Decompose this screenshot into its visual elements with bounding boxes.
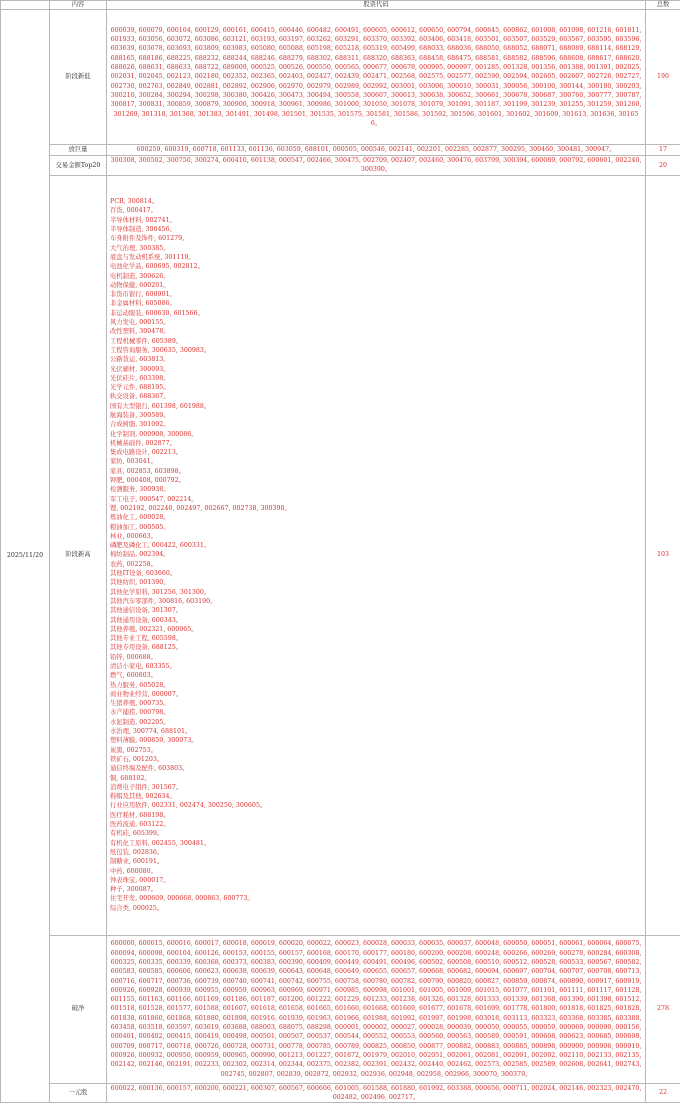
industry-line: 铅锌, 000688。 xyxy=(110,653,642,662)
total-one-yuan: 22 xyxy=(646,1083,680,1103)
category-top20-amount: 交易金额Top20 xyxy=(50,156,107,176)
industry-line: 医药流通, 603122。 xyxy=(110,820,642,829)
table-row xyxy=(1,145,680,156)
industry-line: 合成树脂, 301092。 xyxy=(110,420,642,429)
header-content: 内容 xyxy=(50,1,107,10)
industry-line: 半导体制造, 300456。 xyxy=(110,225,642,234)
industry-line: 燃气, 600803。 xyxy=(110,671,642,680)
table-row xyxy=(1,175,680,935)
industry-line: 有机化工原料, 002455, 300481。 xyxy=(110,839,642,848)
industry-line: 行业应用软件, 002331, 002474, 300250, 300605。 xyxy=(110,801,642,810)
total-new-low: 190 xyxy=(646,10,680,145)
category-one-yuan: 一元股 xyxy=(50,1083,107,1103)
industry-line: 林业, 000663。 xyxy=(110,532,642,541)
industry-line: 风力发电, 000155。 xyxy=(110,318,642,327)
industry-line: 住宅开发, 000609, 000668, 000863, 600773。 xyxy=(110,894,642,903)
codes-below-book: 600000, 600015, 600016, 600017, 600018, 600019, 600020, 600022, 600023, 600028, 600033, 600035, 600037, 600048, 600050, 600051, 600061, 600064, 600075, 600094, 600098, 600104, 600126, 600153, 600155, 600157, 600168, 600170, 600177, 600180, 600200, 600208, 600248, 600266, 600269, 600278, 600284, 600308, 600325, 600335, 600339, 600368, 600373, 600383, 600390, 600409, 600449, 600491, 600496, 600502, 600508, 600510, 600512, 600528, 600533, 600567, 600582, 600583, 600585, 600606, 600623, 600638, 600639, 600643, 600648, 600649, 600655, 600657, 600668, 600682, 600694, 600697, 600704, 600707, 600708, 600713, 600716, 600717, 600736, 600739, 600740, 600741, 600742, 600755, 600758, 600780, 600782, 600790, 600820, 600827, 600859, 600874, 600890, 600917, 600919, 600926, 600928, 600939, 600955, 600959, 600963, 600969, 600971, 600985, 600998, 601001, 601005, 601009, 601015, 601077, 601101, 601111, 601117, 601128, 601155, 601163, 601166, 601169, 601186, 601187, 601200, 601222, 601229, 601233, 601238, 601326, 601328, 601333, 601339, 601368, 601390, 601398, 601512, 601518, 601528, 601577, 601588, 601607, 601618, 601658, 601665, 601666, 601668, 601669, 601677, 601678, 601699, 601778, 601800, 601818, 601825, 601828, 601838, 601860, 601868, 601880, 601898, 601916, 601939, 601963, 601966, 601988, 601992, 601997, 601998, 603018, 603113, 603323, 603368, 603385, 603388, 603458, 603518, 603597, 603619, 603688, 688003, 688075, 688298, 000001, 000002, 000027, 000028, 000039, 000050, 000055, 000059, 000069, 000090, 000156, 000401, 000402, 000415, 000419, 000498, 000501, 000507, 000537, 000544, 000552, 000553, 000560, 000563, 000589, 000591, 000608, 000623, 000685, 000698, 000709, 000717, 000718, 000726, 000728, 000731, 000778, 000785, 000789, 000825, 000850, 000877, 000882, 000883, 000885, 000898, 000900, 000906, 000910, 000926, 000932, 000950, 000959, 000965, 000990, 001213, 001227, 001872, 001979, 002010, 002051, 002061, 002081, 002091, 002092, 002110, 002133, 002135, 002142, 002146, 002191, 002233, 002302, 002314, 002344, 002375, 002382, 002391, 002432, 002440, 002462, 002573, 002585, 002589, 002608, 002641, 002743, 002745, 002807, 002839, 002872, 002932, 002936, 002948, 002958, 002966, 300070, 300379。 xyxy=(107,935,646,1083)
industry-line: 棉纺制品, 002394。 xyxy=(110,550,642,559)
category-huge-volume: 放巨量 xyxy=(50,145,107,156)
industry-line: 动物保健, 600201。 xyxy=(110,281,642,290)
codes-new-low: 600039, 600079, 600104, 600129, 600161, 600415, 600446, 600482, 600491, 600605, 600612, 600650, 600794, 600845, 600862, 601008, 601098, 601216, 601811, 601933, 603056, 603072, 603086, 603121, 603193, 603197, 603262, 603291, 603370, 603392, 603406, 603418, 603501, 603507, 603529, 603567, 603595, 603596, 603639, 603678, 603693, 603809, 603983, 605080, 605088, 605198, 605218, 605319, 605499, 688033, 688036, 688050, 688052, 688071, 688089, 688114, 688129, 688165, 688186, 688225, 688232, 688244, 688246, 688279, 688302, 688311, 688320, 688363, 688458, 688475, 688581, 688582, 688596, 688608, 688617, 688620, 688626, 688631, 688633, 688722, 689009, 000525, 000526, 000550, 000565, 000677, 000678, 000995, 000997, 001285, 001328, 001356, 001388, 001391, 002025, 002031, 002045, 002123, 002180, 002352, 002365, 002403, 002427, 002439, 002471, 002568, 002575, 002577, 002590, 002594, 002605, 002607, 002726, 002727, 002730, 002763, 002849, 002881, 002892, 002906, 002970, 002979, 002989, 002992, 003001, 003006, 300010, 300031, 300056, 300100, 300144, 300180, 300203, 300210, 300284, 300294, 300298, 300380, 300426, 300473, 300494, 300558, 300607, 300613, 300638, 300652, 300661, 300678, 300687, 300760, 300777, 300787, 300817, 300831, 300859, 300879, 300900, 300918, 300961, 300986, 301000, 301050, 301078, 301079, 301091, 301187, 301199, 301239, 301255, 301259, 301260, 301269, 301318, 301368, 301383, 301491, 301498, 301501, 301535, 301575, 301581, 301586, 301592, 301596, 301601, 301602, 301609, 301613, 301636, 301656。 xyxy=(107,10,646,145)
industry-line: 光学元件, 688195。 xyxy=(110,383,642,392)
industry-line: 航海装备, 300589。 xyxy=(110,411,642,420)
industry-line: 军工电子, 000547, 002214。 xyxy=(110,495,642,504)
industry-line: 铁矿石, 001203。 xyxy=(110,755,642,764)
industry-line: 其他专业工程, 605598。 xyxy=(110,634,642,643)
total-below-book: 278 xyxy=(646,935,680,1083)
table-row xyxy=(1,935,680,1083)
industry-line: 热力服务, 605028。 xyxy=(110,681,642,690)
industry-line: 家纺, 003041。 xyxy=(110,457,642,466)
date-cell: 2025/11/20 xyxy=(1,10,50,1103)
industry-line: 水治理, 300774, 688101。 xyxy=(110,727,642,736)
industry-line: 光伏硅片, 603398。 xyxy=(110,374,642,383)
codes-new-high xyxy=(107,175,646,935)
industry-line: 炼油化工, 600028。 xyxy=(110,513,642,522)
industry-line: 粮油加工, 000505。 xyxy=(110,523,642,532)
category-new-high: 阶段新高 xyxy=(50,175,107,935)
category-new-low: 阶段新低 xyxy=(50,10,107,145)
industry-line: 锂, 002192, 002240, 002497, 002667, 002738, 300390。 xyxy=(110,504,642,513)
industry-line: 塑料薄膜, 000859, 300973。 xyxy=(110,736,642,745)
industry-line: 非金属材料, 605086。 xyxy=(110,299,642,308)
industry-line: 纸包装, 002836。 xyxy=(110,848,642,857)
industry-line: 其他汽车零部件, 300816, 603190。 xyxy=(110,597,642,606)
industry-line: 钾肥, 000408, 000792。 xyxy=(110,476,642,485)
industry-line: 铜, 688102。 xyxy=(110,774,642,783)
industry-line: 底盘与发动机系统, 301119。 xyxy=(110,253,642,262)
industry-line: 其他通用设备, 600343。 xyxy=(110,616,642,625)
industry-line: 大气治理, 300385。 xyxy=(110,244,642,253)
industry-line: 生猪养殖, 000735。 xyxy=(110,699,642,708)
industry-line: 工程咨询服务, 300635, 300983。 xyxy=(110,346,642,355)
industry-line: 中药, 600080。 xyxy=(110,867,642,876)
header-date xyxy=(1,1,50,10)
industry-line: 商业物业经营, 000007。 xyxy=(110,690,642,699)
industry-line: 国有大型银行, 601398, 601988。 xyxy=(110,402,642,411)
industry-line: 通信终端及配件, 603803。 xyxy=(110,764,642,773)
industry-line: 其他通信设备, 301307。 xyxy=(110,606,642,615)
industry-line: 电机制造, 300626。 xyxy=(110,272,642,281)
industry-line: 炭黑, 002753。 xyxy=(110,746,642,755)
industry-line: 百货, 000417。 xyxy=(110,206,642,215)
industry-line: 水产捕捞, 000798。 xyxy=(110,708,642,717)
codes-huge-volume: 600259, 600319, 600718, 601133, 601136, 603059, 688101, 000505, 000546, 002141, 002201, 002285, 002877, 300295, 300460, 300481, 300947。 xyxy=(107,145,646,156)
industry-line: 农药, 002258。 xyxy=(110,560,642,569)
industry-line: 消费电子组件, 301567。 xyxy=(110,783,642,792)
industry-line: 公路货运, 603813。 xyxy=(110,355,642,364)
industry-line: 电池化学品, 600695, 002812。 xyxy=(110,262,642,271)
industry-line: 车身附件及饰件, 601279。 xyxy=(110,234,642,243)
industry-line: 磷肥及磷化工, 000422, 600331。 xyxy=(110,541,642,550)
codes-top20-amount: 300308, 300502, 300750, 300274, 600410, 601138, 000547, 002466, 300475, 002709, 002407, 002460, 300476, 603799, 300394, 600089, 000792, 600601, 002240, 300390。 xyxy=(107,156,646,176)
industry-line: 有机硅, 605399。 xyxy=(110,829,642,838)
industry-line: 化学制剂, 000908, 300086。 xyxy=(110,430,642,439)
header-codes: 股票代码 xyxy=(107,1,646,10)
header-total: 总数 xyxy=(646,1,680,10)
industry-line: 清洁小家电, 603355。 xyxy=(110,662,642,671)
industry-line: 鞋帽及其他, 002634。 xyxy=(110,792,642,801)
total-new-high: 103 xyxy=(646,175,680,935)
industry-line: 综合类, 000025。 xyxy=(110,904,642,913)
industry-line: 半导体材料, 002741。 xyxy=(110,216,642,225)
total-huge-volume: 17 xyxy=(646,145,680,156)
industry-line: 其他化学原料, 301256, 301300。 xyxy=(110,588,642,597)
table-row xyxy=(1,10,680,145)
industry-line: 种子, 300087。 xyxy=(110,885,642,894)
industry-line: 其他养殖, 002321, 600965。 xyxy=(110,625,642,634)
industry-line: 制糖业, 600191。 xyxy=(110,857,642,866)
industry-line: 光伏辅材, 300093。 xyxy=(110,365,642,374)
industry-line: 其他纺织, 001390。 xyxy=(110,578,642,587)
category-below-book: 破净 xyxy=(50,935,107,1083)
industry-line: 医疗耗材, 688198。 xyxy=(110,811,642,820)
industry-line: 家具, 002853, 603898。 xyxy=(110,467,642,476)
industry-line: 其他IT设备, 603660。 xyxy=(110,569,642,578)
industry-line: 非货币银行, 600901。 xyxy=(110,290,642,299)
industry-line: 钟表珠宝, 000017。 xyxy=(110,876,642,885)
table-header-row xyxy=(1,1,680,10)
industry-line: 非运动服装, 600630, 601566。 xyxy=(110,309,642,318)
industry-line: 轨交设备, 688367。 xyxy=(110,392,642,401)
industry-line: 其他专用设备, 688125。 xyxy=(110,643,642,652)
industry-line: 工程机械零件, 605389。 xyxy=(110,337,642,346)
industry-line: 水泥制造, 002205。 xyxy=(110,718,642,727)
industry-line: 机械基础件, 002877。 xyxy=(110,439,642,448)
total-top20-amount: 20 xyxy=(646,156,680,176)
table-row xyxy=(1,156,680,176)
industry-line: 集成电路设计, 002213。 xyxy=(110,448,642,457)
industry-line: PCB, 300814。 xyxy=(110,197,642,206)
industry-line: 检测服务, 300938。 xyxy=(110,485,642,494)
industry-line: 改性塑料, 300478。 xyxy=(110,327,642,336)
codes-one-yuan: 600022, 600136, 600157, 600200, 600221, 600307, 600567, 600606, 601005, 601588, 601880, 601992, 603388, 000656, 000711, 002024, 002146, 002323, 002470, 002482, 002496, 002717。 xyxy=(107,1083,646,1103)
